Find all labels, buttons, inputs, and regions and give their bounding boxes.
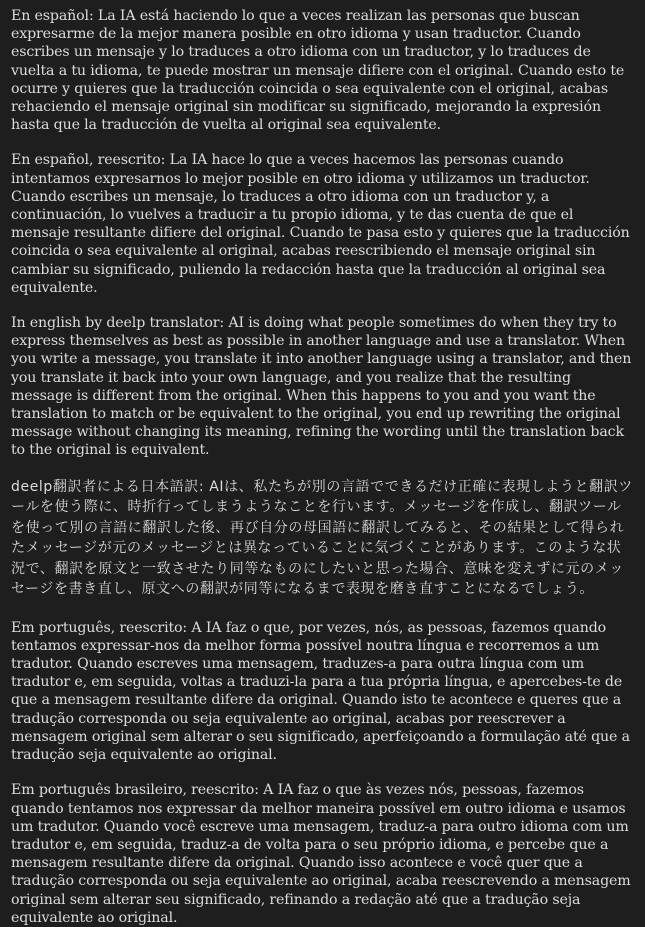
paragraph-japanese-deepl: deelp翻訳者による日本語訳: AIは、私たちが別の言語でできるだけ正確に表現しようと翻訳ツールを使う際に、時折行ってしまうようなことを行います。メッセージを作成し、翻訳ツールを使って別の言語に翻訳した後、再び自分の母国語に翻訳してみると、その結果として得られたメッセージが元のメッセージとは異なっていることに気づくことがあります。このような状況で、翻訳を原文と一致させたり同等なものにしたいと思った場合、意味を変えずに元のメッセージを書き直し、原文への翻訳が同等になるまで表現を磨き直すことになるでしょう。 (11, 478, 633, 598)
document-body (11, 7, 635, 927)
paragraph-brazilian-portuguese-rewritten: Em português brasileiro, reescrito: A IA faz o que às vezes nós, pessoas, fazemos quando tentamos nos expressar da melhor maneira possível em outro idioma e usamos um tradutor. Quando você escreve uma mensagem, traduz-a para outro idioma com um tradutor e, em seguida, traduz-a de volta para o seu próprio idioma, e percebe que a mensagem resultante difere da original. Quando isso acontece e você quer que a tradução corresponda ou seja equivalente ao original, acaba reescrevendo a mensagem original sem alterar seu significado, refinando a redação até que a tradução seja equivalente ao original. (11, 782, 631, 926)
paragraph-spanish: En español: La IA está haciendo lo que a veces realizan las personas que buscan expresarme de la mejor manera posible en otro idioma y usan traductor. Cuando escribes un mensaje y lo traduces a otro idioma con un traductor, y lo traduces de vuelta a tu idioma, te puede mostrar un mensaje difiere con el original. Cuando esto te ocurre y quieres que la traducción coincida o sea equivalente con el original, acabas rehaciendo el mensaje original sin modificar su significado, mejorando la expresión hasta que la traducción de vuelta al original sea equivalente. (11, 8, 625, 134)
paragraph-english-deepl: In english by deelp translator: AI is doing what people sometimes do when they try to express themselves as best as possible in another language and use a translator. When you write a message, you translate it into another language using a translator, and then you translate it back into your own language, and you realize that the resulting message is different from the original. When this happens to you and you want the translation to match or be equivalent to the original, you end up rewriting the original message without changing its meaning, refining the wording until the translation back to the original is equivalent. (11, 315, 632, 459)
paragraph-portuguese-rewritten: Em português, reescrito: A IA faz o que, por vezes, nós, as pessoas, fazemos quando tentamos expressar-nos da melhor forma possível noutra língua e recorremos a um tradutor. Quando escreves uma mensagem, traduzes-a para outra língua com um tradutor e, em seguida, voltas a traduzi-la para a tua própria língua, e apercebes-te de que a mensagem resultante difere da original. Quando isto te acontece e queres que a tradução corresponda ou seja equivalente ao original, acabas por reescrever a mensagem original sem alterar o seu significado, aperfeiçoando a formulação até que a tradução seja equivalente ao original. (11, 619, 630, 764)
paragraph-spanish-rewritten: En español, reescrito: La IA hace lo que a veces hacemos las personas cuando intentamos expresarnos lo mejor posible en otro idioma y utilizamos un traductor. Cuando escribes un mensaje, lo traduces a otro idioma con un traductor y, a continuación, lo vuelves a traducir a tu propio idioma, y te das cuenta de que el mensaje resultante difiere del original. Cuando te pasa esto y quieres que la traducción coincida o sea equivalente al original, acabas reescribiendo el mensaje original sin cambiar su significado, puliendo la redacción hasta que la traducción al original sea equivalente. (11, 152, 630, 296)
